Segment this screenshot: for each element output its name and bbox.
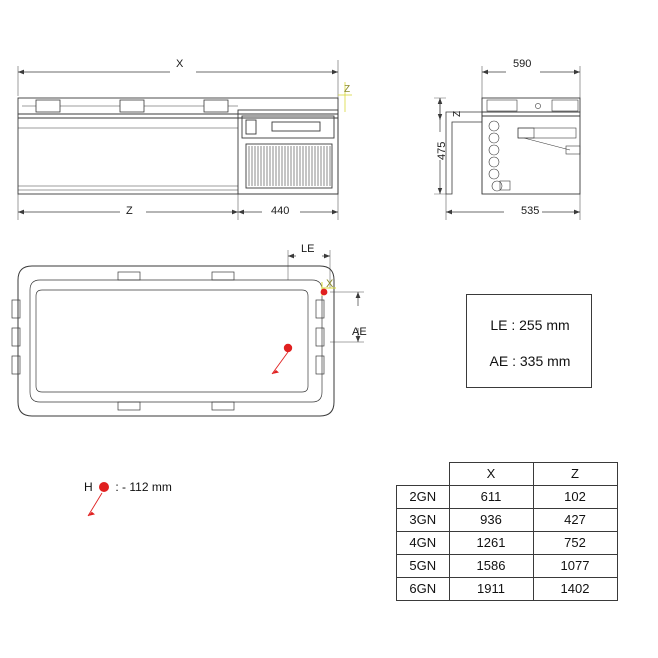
side-590-dimension [482, 66, 580, 100]
table-cell-model: 3GN [397, 509, 450, 532]
height-marker-arrow [88, 493, 102, 516]
side-z-small-label: Z [452, 110, 463, 117]
table-cell-model: 5GN [397, 555, 450, 578]
table-cell-z: 1077 [533, 555, 617, 578]
plan-drain-arrow [272, 352, 288, 374]
table-row [397, 532, 618, 555]
plan-le-label: LE [301, 243, 315, 255]
table-cell-x: 936 [449, 509, 533, 532]
table-cell-z: 1402 [533, 578, 617, 601]
table-header-x: X [449, 463, 533, 486]
table-row [397, 486, 618, 509]
front-z-label: Z [126, 205, 133, 217]
side-475-label: 475 [436, 141, 448, 160]
height-note-label: H [84, 480, 93, 494]
front-440-label: 440 [271, 205, 290, 217]
plan-ae-label: AE [352, 326, 367, 338]
table-cell-x: 1261 [449, 532, 533, 555]
table-cell-model: 2GN [397, 486, 450, 509]
dimensions-table [396, 462, 618, 601]
height-note [84, 480, 172, 494]
table-cell-x: 1911 [449, 578, 533, 601]
side-mounting-flange [446, 112, 482, 194]
table-cell-x: 611 [449, 486, 533, 509]
table-cell-z: 427 [533, 509, 617, 532]
table-header-row [397, 463, 618, 486]
side-590-label: 590 [513, 58, 532, 70]
plan-outer-outline [18, 266, 334, 416]
front-z-small-label: Z [344, 84, 351, 95]
table-cell-z: 752 [533, 532, 617, 555]
front-cabinet-body [18, 98, 338, 194]
legend-ae: AE : 335 mm [489, 353, 571, 369]
table-row [397, 509, 618, 532]
legend-box [466, 294, 592, 388]
front-brackets [22, 100, 238, 112]
table-row [397, 555, 618, 578]
side-535-label: 535 [521, 205, 540, 217]
table-cell-z: 102 [533, 486, 617, 509]
plan-inner-outline [30, 280, 322, 402]
table-cell-model: 6GN [397, 578, 450, 601]
side-535-dimension [446, 194, 580, 220]
front-extension-lines [18, 194, 338, 220]
table-row [397, 578, 618, 601]
plan-x-marker-label: X [326, 278, 334, 290]
front-condenser-grille [249, 146, 330, 186]
height-note-value: : - 112 mm [115, 480, 172, 494]
plan-connection-point-drain [284, 344, 292, 352]
side-internal-detail [482, 100, 580, 194]
table-corner-cell [397, 463, 450, 486]
table-header-z: Z [533, 463, 617, 486]
table-cell-model: 4GN [397, 532, 450, 555]
front-x-label: X [176, 58, 184, 70]
table-cell-x: 1586 [449, 555, 533, 578]
plan-le-dimension [288, 250, 330, 288]
legend-le: LE : 255 mm [490, 317, 570, 333]
plan-edge-fittings [12, 272, 324, 410]
front-body-panel [18, 128, 238, 190]
